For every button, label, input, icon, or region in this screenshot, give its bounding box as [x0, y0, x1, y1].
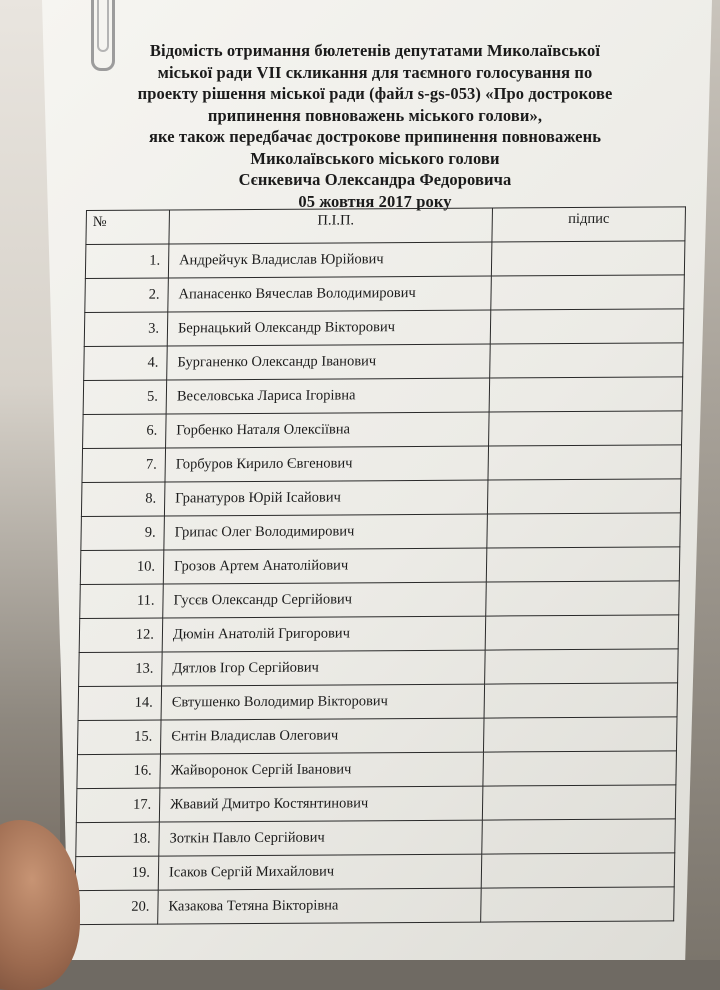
table-row	[79, 615, 679, 653]
signature-cell	[491, 275, 685, 310]
deputy-name: Горбенко Наталя Олексіївна	[166, 412, 490, 448]
heading-line: яке також передбачає дострокове припинення повноважень	[148, 127, 602, 146]
signature-cell	[486, 581, 680, 616]
signature-cell	[483, 751, 677, 786]
deputy-name: Грипас Олег Володимирович	[164, 514, 488, 550]
deputy-name: Євтушенко Володимир Вікторович	[161, 684, 485, 720]
table-row	[80, 547, 680, 585]
heading-line: Відомість отримання бюлетенів депутатами Миколаївської	[149, 41, 601, 60]
signature-cell	[484, 683, 678, 718]
signature-cell	[490, 343, 684, 378]
table-body	[75, 241, 685, 925]
table-row	[81, 479, 681, 517]
row-number: 15.	[77, 720, 161, 755]
row-number: 20.	[75, 890, 159, 925]
table-row	[84, 309, 684, 347]
row-number: 8.	[81, 482, 165, 517]
row-number: 10.	[80, 550, 164, 585]
signature-cell	[481, 887, 675, 922]
deputy-name: Зоткін Павло Сергійович	[159, 820, 483, 856]
signature-cell	[483, 717, 677, 752]
table-row	[79, 649, 679, 687]
deputy-name: Андрейчук Владислав Юрійович	[168, 242, 492, 278]
signature-cell	[485, 649, 679, 684]
signature-cell	[489, 377, 683, 412]
deputy-name: Гранатуров Юрій Ісайович	[164, 480, 488, 516]
heading-line: Миколаївського міського голови	[250, 148, 500, 168]
row-number: 12.	[79, 618, 163, 653]
deputy-name: Ісаков Сергій Михайлович	[158, 854, 482, 890]
signature-cell	[490, 309, 684, 344]
deputies-table	[74, 206, 686, 925]
paperclip-inner-icon	[97, 0, 109, 52]
table-row	[84, 343, 684, 381]
row-number: 13.	[79, 652, 163, 687]
header-name: П.І.П.	[169, 208, 493, 244]
table-row	[76, 785, 676, 823]
heading-line: Сєнкевича Олександра Федоровича	[238, 170, 512, 189]
row-number: 17.	[76, 788, 160, 823]
table-row	[75, 887, 675, 925]
row-number: 19.	[75, 856, 159, 891]
deputy-name: Єнтін Владислав Олегович	[160, 718, 484, 754]
deputy-name: Бурганенко Олександр Іванович	[167, 344, 491, 380]
row-number: 5.	[83, 380, 167, 415]
deputy-name: Дятлов Ігор Сергійович	[162, 650, 486, 686]
heading-line: міської ради VII скликання для таємного голосування по	[157, 62, 593, 82]
table-row	[76, 819, 676, 857]
signature-cell	[485, 615, 679, 650]
row-number: 4.	[84, 346, 168, 381]
header-signature: підпис	[492, 207, 686, 242]
signature-cell	[491, 241, 685, 276]
signature-cell	[486, 547, 680, 582]
table-row	[81, 513, 681, 551]
table-row	[77, 717, 677, 755]
row-number: 14.	[78, 686, 162, 721]
deputy-name: Гусєв Олександр Сергійович	[163, 582, 487, 618]
table-row	[85, 275, 685, 313]
heading-date: 05 жовтня 2017 року	[298, 191, 452, 211]
row-number: 6.	[83, 414, 167, 449]
table-row	[82, 445, 682, 483]
header-number: №	[86, 210, 170, 245]
deputy-name: Веселовська Лариса Ігорівна	[166, 378, 490, 414]
deputy-name: Грозов Артем Анатолійович	[163, 548, 487, 584]
row-number: 3.	[84, 312, 168, 347]
row-number: 2.	[85, 278, 169, 313]
table-row	[78, 683, 678, 721]
row-number: 11.	[80, 584, 164, 619]
signature-cell	[482, 819, 676, 854]
signature-cell	[482, 785, 676, 820]
table-row	[80, 581, 680, 619]
deputy-name: Бернацький Олександр Вікторович	[167, 310, 491, 346]
row-number: 7.	[82, 448, 166, 483]
row-number: 9.	[81, 516, 165, 551]
deputy-name: Жвавий Дмитро Костянтинович	[159, 786, 483, 822]
deputy-name: Апанасенко Вячеслав Володимирович	[168, 276, 492, 312]
table-row	[83, 411, 683, 449]
signature-cell	[487, 513, 681, 548]
deputy-name: Жайворонок Сергій Іванович	[160, 752, 484, 788]
row-number: 18.	[76, 822, 160, 857]
signature-cell	[488, 445, 682, 480]
heading-line: припинення повноважень міського голови»,	[207, 105, 543, 125]
table-row	[85, 241, 685, 279]
table-row	[75, 853, 675, 891]
deputy-name: Казакова Тетяна Вікторівна	[158, 888, 482, 924]
table-row	[83, 377, 683, 415]
table-row	[77, 751, 677, 789]
signature-cell	[487, 479, 681, 514]
row-number: 1.	[85, 244, 169, 279]
document-heading	[70, 40, 680, 212]
row-number: 16.	[77, 754, 161, 789]
table-header-row	[86, 207, 686, 245]
signature-cell	[481, 853, 675, 888]
heading-line: проекту рішення міської ради (файл s-gs-053) «Про дострокове	[137, 84, 613, 103]
deputy-name: Дюмін Анатолій Григорович	[162, 616, 486, 652]
signature-cell	[489, 411, 683, 446]
deputy-name: Горбуров Кирило Євгенович	[165, 446, 489, 482]
